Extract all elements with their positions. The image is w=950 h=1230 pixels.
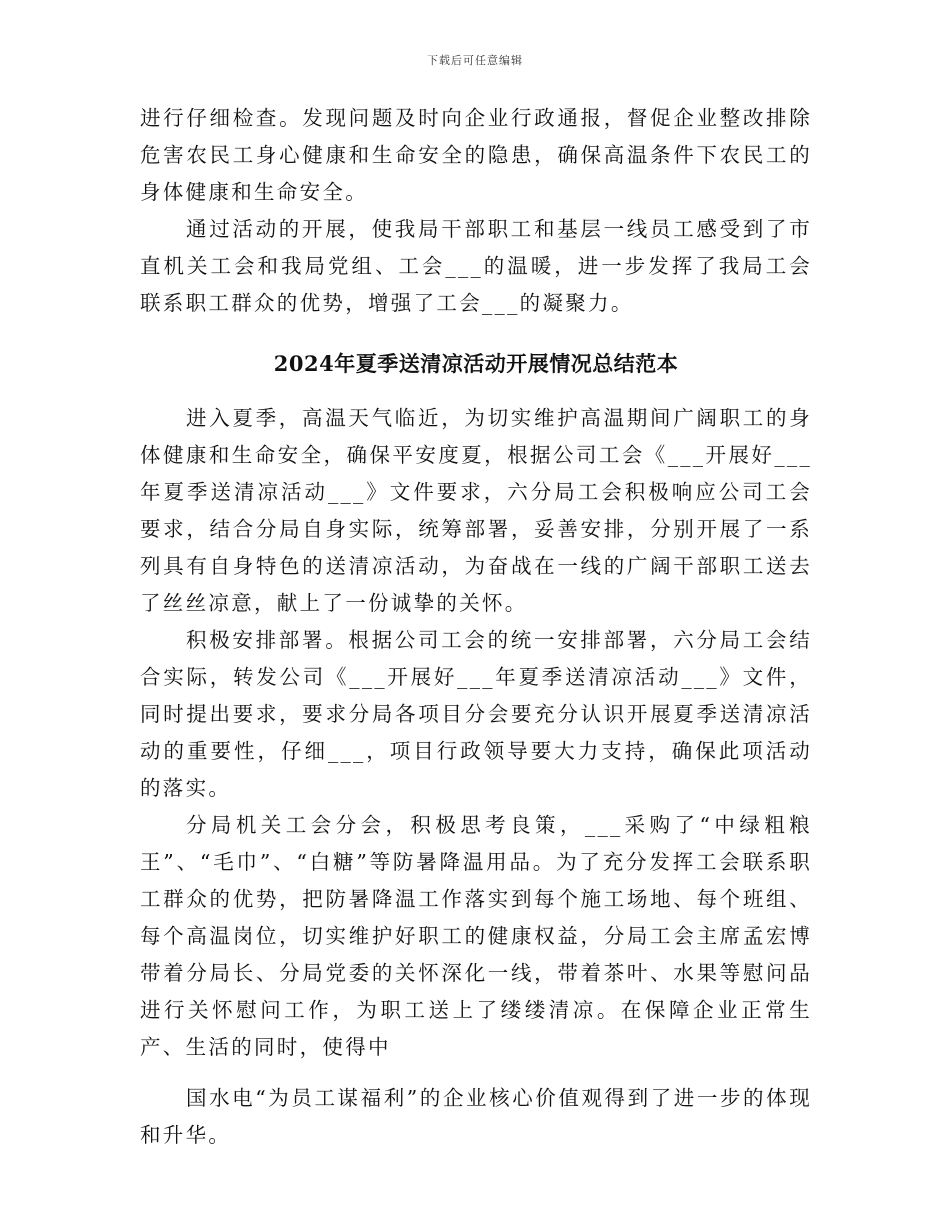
paragraph-continued: 进行仔细检查。发现问题及时向企业行政通报，督促企业整改排除危害农民工身心健康和生命安全的隐患，确保高温条件下农民工的身体健康和生命安全。 xyxy=(140,106,812,204)
paragraph-arrangement: 积极安排部署。根据公司工会的统一安排部署，六分局工会结合实际，转发公司《___开展好___年夏季送清凉活动___》文件，同时提出要求，要求分局各项目分会要充分认识开展夏季送清凉活动的重要性，仔细___，项目行政领导要大力支持，确保此项活动的落实。 xyxy=(140,628,812,800)
section-title: 2024年夏季送清凉活动开展情况总结范本 xyxy=(273,351,679,376)
paragraph-gap xyxy=(140,1066,812,1080)
paragraph-intro: 进入夏季，高温天气临近，为切实维护高温期间广阔职工的身体健康和生命安全，确保平安度夏，根据公司工会《___开展好___年夏季送清凉活动___》文件要求，六分局工会积极响应公司工会要求，结合分局自身实际，统筹部署，妥善安排，分别开展了一系列具有自身特色的送清凉活动，为奋战在一线的广阔干部职工送去了丝丝凉意，献上了一份诚挚的关怀。 xyxy=(140,406,812,615)
paragraph-branch-union: 分局机关工会分会，积极思考良策，___采购了“中绿粗粮王”、“毛巾”、“白糖”等防暑降温用品。为了充分发挥工会联系职工群众的优势，把防暑降温工作落实到每个施工场地、每个班组、每个高温岗位，切实维护好职工的健康权益，分局工会主席孟宏博带着分局长、分局党委的关怀深化一线，带着茶叶、水果等慰问品进行关怀慰问工作，为职工送上了缕缕清凉。在保障企业正常生产、生活的同时，使得中 xyxy=(140,813,812,1059)
paragraph-activity-outcome: 通过活动的开展，使我局干部职工和基层一线员工感受到了市直机关工会和我局党组、工会___的温暖，进一步发挥了我局工会联系职工群众的优势，增强了工会___的凝聚力。 xyxy=(140,217,812,315)
document-body xyxy=(140,100,812,1154)
page-header: 下载后可任意编辑 xyxy=(427,54,523,67)
paragraph-conclusion: 国水电“为员工谋福利”的企业核心价值观得到了进一步的体现和升华。 xyxy=(140,1086,812,1147)
